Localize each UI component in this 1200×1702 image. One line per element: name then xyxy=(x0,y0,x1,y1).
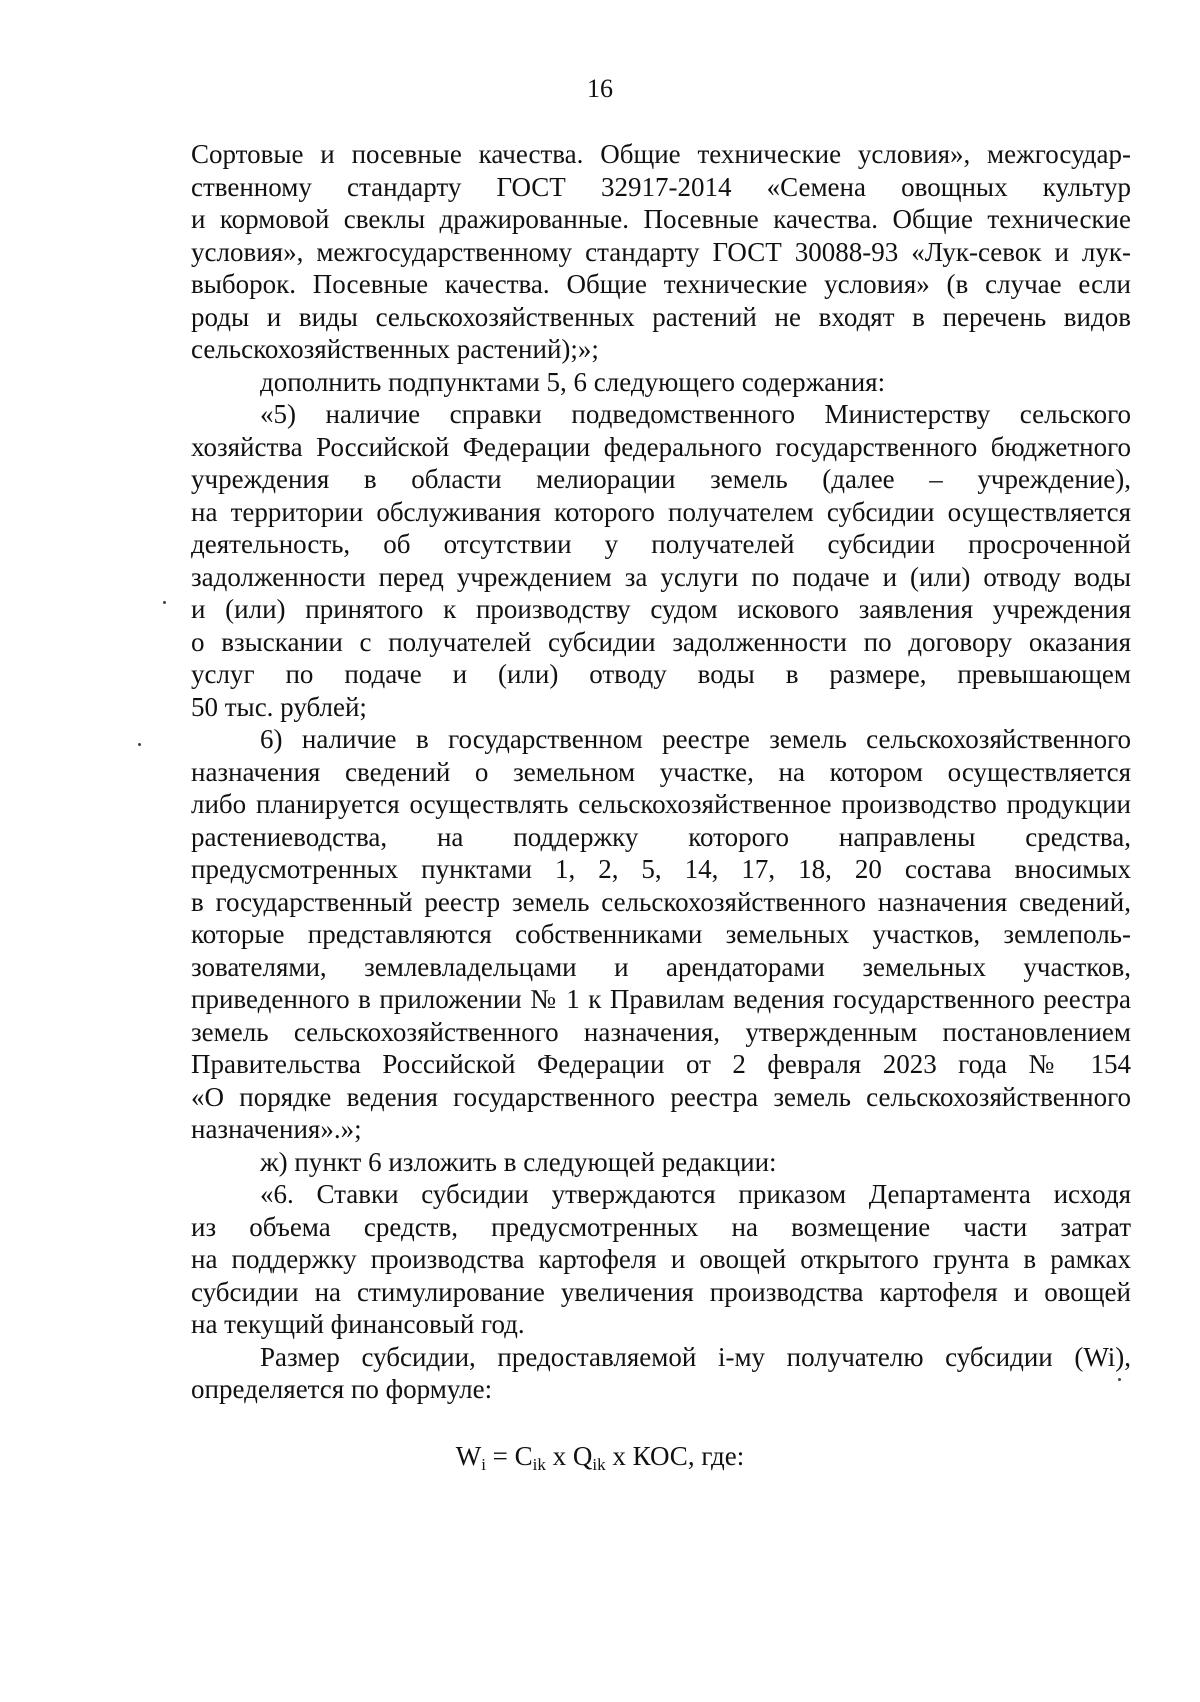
text-line: Сортовые и посевные качества. Общие технические условия», межгосудар- xyxy=(191,139,1131,169)
text-line: о взыскании с получателей субсидии задолженности по договору оказания xyxy=(191,626,1131,657)
formula-w: W xyxy=(455,1441,482,1471)
text-line: 6) наличие в государственном реестре земель сельскохозяйственного xyxy=(260,724,1131,754)
text-line: из объема средств, предусмотренных на возмещение части затрат xyxy=(191,1211,1131,1242)
text-line: Правительства Российской Федерации от 2 февраля 2023 года № 154 xyxy=(191,1049,1131,1079)
formula-q: Q xyxy=(572,1441,593,1471)
formula-equals: = xyxy=(485,1441,515,1471)
text-line: сельскохозяйственных растений);»; xyxy=(191,334,599,364)
text-line: дополнить подпунктами 5, 6 следующего содержания: xyxy=(260,366,886,397)
text-line: на поддержку производства картофеля и овощей открытого грунта в рамках xyxy=(191,1244,1131,1274)
text-line: субсидии на стимулирование увеличения производства картофеля и овощей xyxy=(191,1276,1131,1307)
text-line: выборок. Посевные качества. Общие технические условия» (в случае если xyxy=(191,269,1131,299)
text-line: 50 тыс. рублей; xyxy=(191,691,367,722)
formula-c: C xyxy=(514,1441,533,1471)
formula-c-subscript: ik xyxy=(532,1455,546,1474)
text-line: на территории обслуживания которого получателем субсидии осуществляется xyxy=(191,496,1131,527)
text-line: Размер субсидии, предоставляемой i-му получателю субсидии (Wi), xyxy=(260,1341,1131,1372)
text-line: предусмотренных пунктами 1, 2, 5, 14, 17, 18, 20 состава вносимых xyxy=(191,854,1131,884)
page-number: 16 xyxy=(587,74,613,103)
text-line: «6. Ставки субсидии утверждаются приказом Департамента исходя xyxy=(260,1179,1131,1209)
text-line: в государственный реестр земель сельскохозяйственного назначения сведений, xyxy=(191,886,1131,917)
scan-speck xyxy=(1118,1378,1121,1381)
formula-w-subscript: i xyxy=(481,1455,486,1474)
text-line: либо планируется осуществлять сельскохозяйственное производство продукции xyxy=(191,789,1131,819)
formula-q-subscript: ik xyxy=(592,1455,606,1474)
subsidy-formula xyxy=(0,1440,1200,1481)
text-line: условия», межгосударственному стандарту ГОСТ 30088-93 «Лук-севок и лук- xyxy=(191,236,1131,267)
text-line: ственному стандарту ГОСТ 32917-2014 «Семена овощных культур xyxy=(191,171,1131,202)
text-line: которые представляются собственниками земельных участков, землеполь- xyxy=(191,919,1131,949)
text-line: задолженности перед учреждением за услуги по подаче и (или) отводу воды xyxy=(191,561,1131,592)
text-line: и кормовой свеклы дражированные. Посевные качества. Общие технические xyxy=(191,204,1131,234)
text-line: определяется по формуле: xyxy=(191,1374,493,1404)
scan-speck xyxy=(138,743,141,746)
text-line: назначения сведений о земельном участке, на котором осуществляется xyxy=(191,756,1131,787)
text-line: учреждения в области мелиорации земель (далее – учреждение), xyxy=(191,464,1131,494)
text-line: приведенного в приложении № 1 к Правилам ведения государственного реестра xyxy=(191,984,1131,1014)
scan-speck xyxy=(163,601,166,604)
text-line: зователями, землевладельцами и арендаторами земельных участков, xyxy=(191,951,1131,982)
body-text xyxy=(191,138,1131,1406)
text-line: и (или) принятого к производству судом искового заявления учреждения xyxy=(191,594,1131,624)
text-line: земель сельскохозяйственного назначения, утвержденным постановлением xyxy=(191,1016,1131,1047)
formula-times: x xyxy=(605,1441,633,1471)
formula-times: x xyxy=(545,1441,573,1471)
text-line: деятельность, об отсутствии у получателей субсидии просроченной xyxy=(191,529,1131,559)
text-line: хозяйства Российской Федерации федерального государственного бюджетного xyxy=(191,431,1131,462)
text-line: «5) наличие справки подведомственного Министерству сельского xyxy=(260,399,1131,429)
text-line: ж) пункт 6 изложить в следующей редакции: xyxy=(260,1146,777,1177)
text-line: роды и виды сельскохозяйственных растений не входят в перечень видов xyxy=(191,301,1131,332)
text-line: на текущий финансовый год. xyxy=(191,1309,525,1339)
text-line: «О порядке ведения государственного реестра земель сельскохозяйственного xyxy=(191,1081,1131,1112)
formula-kos: КОС, где: xyxy=(632,1441,745,1471)
text-line: услуг по подаче и (или) отводу воды в размере, превышающем xyxy=(191,659,1131,689)
text-line: растениеводства, на поддержку которого направлены средства, xyxy=(191,821,1131,852)
text-line: назначения».»; xyxy=(191,1114,362,1144)
